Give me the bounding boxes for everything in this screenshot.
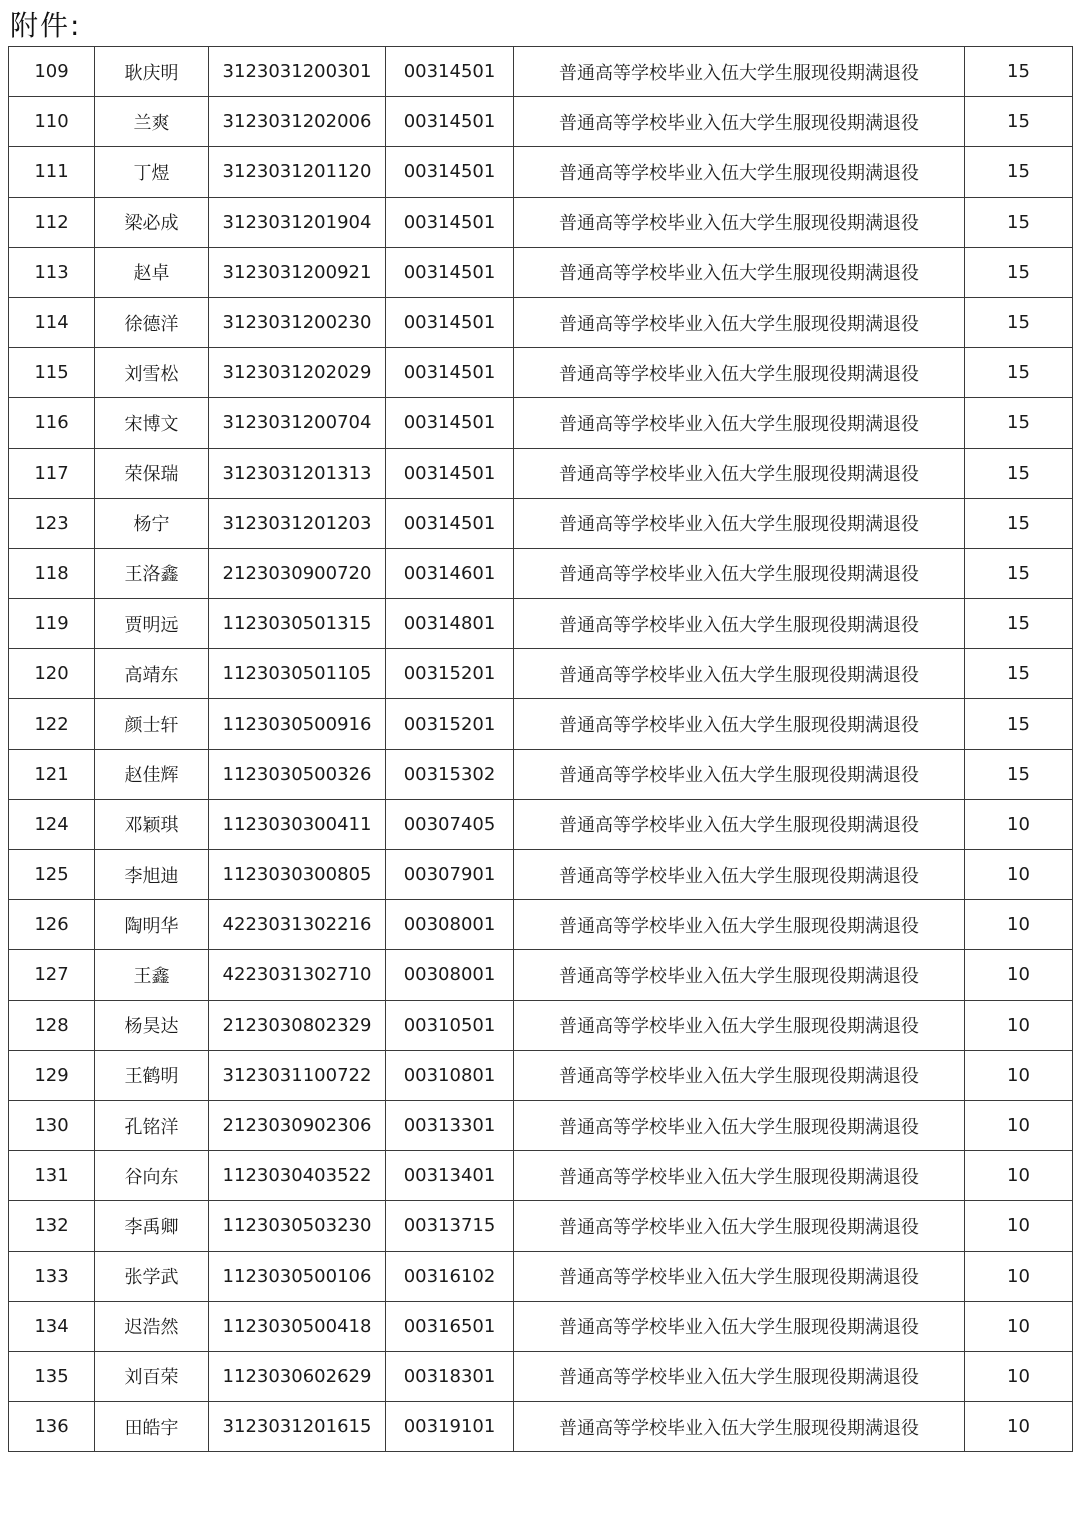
cell-bonus-points: 15	[965, 398, 1073, 448]
cell-name: 王鹤明	[95, 1050, 209, 1100]
cell-bonus-points: 10	[965, 950, 1073, 1000]
cell-bonus-points: 10	[965, 850, 1073, 900]
cell-position-code: 00313401	[386, 1151, 514, 1201]
cell-name: 田皓宇	[95, 1402, 209, 1452]
table-row	[9, 1201, 1073, 1251]
cell-bonus-points: 10	[965, 1151, 1073, 1201]
cell-category: 普通高等学校毕业入伍大学生服现役期满退役	[514, 448, 965, 498]
cell-serial-number: 132	[9, 1201, 95, 1251]
cell-name: 宋博文	[95, 398, 209, 448]
cell-position-code: 00314801	[386, 599, 514, 649]
cell-exam-id: 2123030900720	[209, 548, 386, 598]
cell-position-code: 00314501	[386, 297, 514, 347]
cell-bonus-points: 10	[965, 1100, 1073, 1150]
cell-category: 普通高等学校毕业入伍大学生服现役期满退役	[514, 1301, 965, 1351]
cell-category: 普通高等学校毕业入伍大学生服现役期满退役	[514, 398, 965, 448]
table-row	[9, 799, 1073, 849]
cell-bonus-points: 15	[965, 749, 1073, 799]
cell-bonus-points: 15	[965, 599, 1073, 649]
cell-position-code: 00310501	[386, 1000, 514, 1050]
cell-category: 普通高等学校毕业入伍大学生服现役期满退役	[514, 1402, 965, 1452]
table-row	[9, 1100, 1073, 1150]
cell-exam-id: 3123031201615	[209, 1402, 386, 1452]
table-row	[9, 1000, 1073, 1050]
cell-exam-id: 3123031200704	[209, 398, 386, 448]
cell-serial-number: 109	[9, 47, 95, 97]
cell-name: 徐德洋	[95, 297, 209, 347]
cell-bonus-points: 15	[965, 247, 1073, 297]
cell-category: 普通高等学校毕业入伍大学生服现役期满退役	[514, 649, 965, 699]
cell-name: 李旭迪	[95, 850, 209, 900]
cell-category: 普通高等学校毕业入伍大学生服现役期满退役	[514, 548, 965, 598]
cell-bonus-points: 15	[965, 47, 1073, 97]
cell-position-code: 00313301	[386, 1100, 514, 1150]
cell-position-code: 00313715	[386, 1201, 514, 1251]
roster-table	[8, 46, 1073, 1452]
table-row	[9, 247, 1073, 297]
table-row	[9, 850, 1073, 900]
table-row	[9, 47, 1073, 97]
cell-position-code: 00315201	[386, 699, 514, 749]
cell-serial-number: 136	[9, 1402, 95, 1452]
table-row	[9, 649, 1073, 699]
cell-name: 李禹卿	[95, 1201, 209, 1251]
cell-serial-number: 119	[9, 599, 95, 649]
cell-category: 普通高等学校毕业入伍大学生服现役期满退役	[514, 699, 965, 749]
table-row	[9, 749, 1073, 799]
cell-category: 普通高等学校毕业入伍大学生服现役期满退役	[514, 1000, 965, 1050]
cell-serial-number: 112	[9, 197, 95, 247]
cell-category: 普通高等学校毕业入伍大学生服现役期满退役	[514, 950, 965, 1000]
cell-exam-id: 1123030602629	[209, 1351, 386, 1401]
cell-bonus-points: 15	[965, 548, 1073, 598]
cell-bonus-points: 15	[965, 348, 1073, 398]
table-row	[9, 1351, 1073, 1401]
cell-position-code: 00314501	[386, 247, 514, 297]
cell-exam-id: 3123031202006	[209, 97, 386, 147]
cell-name: 王洛鑫	[95, 548, 209, 598]
cell-exam-id: 1123030501315	[209, 599, 386, 649]
cell-exam-id: 1123030403522	[209, 1151, 386, 1201]
table-row	[9, 1301, 1073, 1351]
cell-serial-number: 121	[9, 749, 95, 799]
cell-serial-number: 123	[9, 498, 95, 548]
cell-serial-number: 126	[9, 900, 95, 950]
table-row	[9, 97, 1073, 147]
cell-category: 普通高等学校毕业入伍大学生服现役期满退役	[514, 1151, 965, 1201]
cell-name: 荣保瑞	[95, 448, 209, 498]
cell-name: 杨宁	[95, 498, 209, 548]
table-row	[9, 348, 1073, 398]
cell-position-code: 00314501	[386, 197, 514, 247]
cell-bonus-points: 10	[965, 900, 1073, 950]
table-row	[9, 1050, 1073, 1100]
cell-exam-id: 1123030300411	[209, 799, 386, 849]
cell-category: 普通高等学校毕业入伍大学生服现役期满退役	[514, 1251, 965, 1301]
cell-position-code: 00308001	[386, 950, 514, 1000]
cell-name: 杨昊达	[95, 1000, 209, 1050]
cell-position-code: 00314501	[386, 498, 514, 548]
table-row	[9, 699, 1073, 749]
cell-name: 刘雪松	[95, 348, 209, 398]
cell-position-code: 00307405	[386, 799, 514, 849]
cell-name: 刘百荣	[95, 1351, 209, 1401]
cell-exam-id: 2123030902306	[209, 1100, 386, 1150]
cell-serial-number: 133	[9, 1251, 95, 1301]
cell-exam-id: 1123030500916	[209, 699, 386, 749]
cell-exam-id: 3123031100722	[209, 1050, 386, 1100]
cell-name: 迟浩然	[95, 1301, 209, 1351]
cell-bonus-points: 10	[965, 1050, 1073, 1100]
cell-category: 普通高等学校毕业入伍大学生服现役期满退役	[514, 197, 965, 247]
cell-position-code: 00314501	[386, 147, 514, 197]
table-row	[9, 950, 1073, 1000]
cell-position-code: 00307901	[386, 850, 514, 900]
table-row	[9, 197, 1073, 247]
cell-exam-id: 3123031200230	[209, 297, 386, 347]
cell-name: 邓颖琪	[95, 799, 209, 849]
cell-category: 普通高等学校毕业入伍大学生服现役期满退役	[514, 1050, 965, 1100]
table-row	[9, 1151, 1073, 1201]
cell-bonus-points: 15	[965, 197, 1073, 247]
cell-category: 普通高等学校毕业入伍大学生服现役期满退役	[514, 97, 965, 147]
cell-serial-number: 116	[9, 398, 95, 448]
cell-position-code: 00318301	[386, 1351, 514, 1401]
cell-bonus-points: 10	[965, 1000, 1073, 1050]
cell-exam-id: 3123031200301	[209, 47, 386, 97]
cell-name: 赵卓	[95, 247, 209, 297]
cell-name: 陶明华	[95, 900, 209, 950]
cell-position-code: 00315201	[386, 649, 514, 699]
cell-bonus-points: 15	[965, 97, 1073, 147]
cell-serial-number: 130	[9, 1100, 95, 1150]
table-row	[9, 548, 1073, 598]
cell-name: 高靖东	[95, 649, 209, 699]
cell-category: 普通高等学校毕业入伍大学生服现役期满退役	[514, 47, 965, 97]
cell-exam-id: 2123030802329	[209, 1000, 386, 1050]
cell-serial-number: 122	[9, 699, 95, 749]
cell-exam-id: 3123031201313	[209, 448, 386, 498]
cell-exam-id: 3123031202029	[209, 348, 386, 398]
cell-name: 孔铭洋	[95, 1100, 209, 1150]
cell-exam-id: 1123030500106	[209, 1251, 386, 1301]
table-row	[9, 147, 1073, 197]
cell-bonus-points: 15	[965, 649, 1073, 699]
table-row	[9, 448, 1073, 498]
cell-position-code: 00314501	[386, 398, 514, 448]
cell-position-code: 00314501	[386, 448, 514, 498]
cell-bonus-points: 10	[965, 1402, 1073, 1452]
cell-serial-number: 125	[9, 850, 95, 900]
cell-bonus-points: 10	[965, 799, 1073, 849]
cell-category: 普通高等学校毕业入伍大学生服现役期满退役	[514, 599, 965, 649]
cell-serial-number: 114	[9, 297, 95, 347]
cell-position-code: 00319101	[386, 1402, 514, 1452]
table-row	[9, 1402, 1073, 1452]
cell-category: 普通高等学校毕业入伍大学生服现役期满退役	[514, 348, 965, 398]
cell-position-code: 00314501	[386, 97, 514, 147]
roster-table-container	[8, 46, 1072, 1452]
cell-serial-number: 115	[9, 348, 95, 398]
cell-serial-number: 131	[9, 1151, 95, 1201]
cell-name: 兰爽	[95, 97, 209, 147]
cell-exam-id: 4223031302216	[209, 900, 386, 950]
cell-serial-number: 110	[9, 97, 95, 147]
cell-category: 普通高等学校毕业入伍大学生服现役期满退役	[514, 749, 965, 799]
page-title: 附件:	[10, 9, 82, 42]
cell-serial-number: 111	[9, 147, 95, 197]
cell-serial-number: 124	[9, 799, 95, 849]
cell-category: 普通高等学校毕业入伍大学生服现役期满退役	[514, 297, 965, 347]
cell-category: 普通高等学校毕业入伍大学生服现役期满退役	[514, 799, 965, 849]
table-row	[9, 398, 1073, 448]
cell-exam-id: 3123031201904	[209, 197, 386, 247]
cell-name: 贾明远	[95, 599, 209, 649]
cell-serial-number: 135	[9, 1351, 95, 1401]
cell-bonus-points: 15	[965, 498, 1073, 548]
cell-category: 普通高等学校毕业入伍大学生服现役期满退役	[514, 1100, 965, 1150]
cell-serial-number: 118	[9, 548, 95, 598]
cell-bonus-points: 10	[965, 1351, 1073, 1401]
cell-category: 普通高等学校毕业入伍大学生服现役期满退役	[514, 498, 965, 548]
cell-name: 张学武	[95, 1251, 209, 1301]
cell-category: 普通高等学校毕业入伍大学生服现役期满退役	[514, 247, 965, 297]
table-row	[9, 900, 1073, 950]
cell-name: 王鑫	[95, 950, 209, 1000]
cell-serial-number: 128	[9, 1000, 95, 1050]
cell-serial-number: 120	[9, 649, 95, 699]
cell-serial-number: 113	[9, 247, 95, 297]
cell-position-code: 00308001	[386, 900, 514, 950]
cell-position-code: 00315302	[386, 749, 514, 799]
cell-category: 普通高等学校毕业入伍大学生服现役期满退役	[514, 1351, 965, 1401]
cell-exam-id: 1123030501105	[209, 649, 386, 699]
cell-position-code: 00314501	[386, 348, 514, 398]
table-body	[9, 47, 1073, 1452]
cell-bonus-points: 10	[965, 1301, 1073, 1351]
table-row	[9, 1251, 1073, 1301]
cell-exam-id: 3123031200921	[209, 247, 386, 297]
cell-category: 普通高等学校毕业入伍大学生服现役期满退役	[514, 900, 965, 950]
cell-exam-id: 1123030503230	[209, 1201, 386, 1251]
table-row	[9, 498, 1073, 548]
cell-bonus-points: 15	[965, 699, 1073, 749]
cell-bonus-points: 10	[965, 1251, 1073, 1301]
cell-bonus-points: 15	[965, 297, 1073, 347]
cell-category: 普通高等学校毕业入伍大学生服现役期满退役	[514, 147, 965, 197]
cell-serial-number: 134	[9, 1301, 95, 1351]
cell-name: 耿庆明	[95, 47, 209, 97]
cell-exam-id: 4223031302710	[209, 950, 386, 1000]
table-row	[9, 297, 1073, 347]
cell-position-code: 00316102	[386, 1251, 514, 1301]
cell-exam-id: 1123030500418	[209, 1301, 386, 1351]
cell-position-code: 00316501	[386, 1301, 514, 1351]
cell-exam-id: 1123030300805	[209, 850, 386, 900]
cell-name: 丁煜	[95, 147, 209, 197]
cell-exam-id: 3123031201120	[209, 147, 386, 197]
table-row	[9, 599, 1073, 649]
cell-bonus-points: 10	[965, 1201, 1073, 1251]
cell-category: 普通高等学校毕业入伍大学生服现役期满退役	[514, 1201, 965, 1251]
cell-name: 梁必成	[95, 197, 209, 247]
cell-exam-id: 1123030500326	[209, 749, 386, 799]
cell-position-code: 00310801	[386, 1050, 514, 1100]
cell-category: 普通高等学校毕业入伍大学生服现役期满退役	[514, 850, 965, 900]
cell-name: 谷向东	[95, 1151, 209, 1201]
cell-serial-number: 117	[9, 448, 95, 498]
cell-exam-id: 3123031201203	[209, 498, 386, 548]
cell-name: 赵佳辉	[95, 749, 209, 799]
cell-serial-number: 127	[9, 950, 95, 1000]
cell-bonus-points: 15	[965, 147, 1073, 197]
cell-position-code: 00314501	[386, 47, 514, 97]
cell-serial-number: 129	[9, 1050, 95, 1100]
cell-position-code: 00314601	[386, 548, 514, 598]
cell-name: 颜士轩	[95, 699, 209, 749]
cell-bonus-points: 15	[965, 448, 1073, 498]
